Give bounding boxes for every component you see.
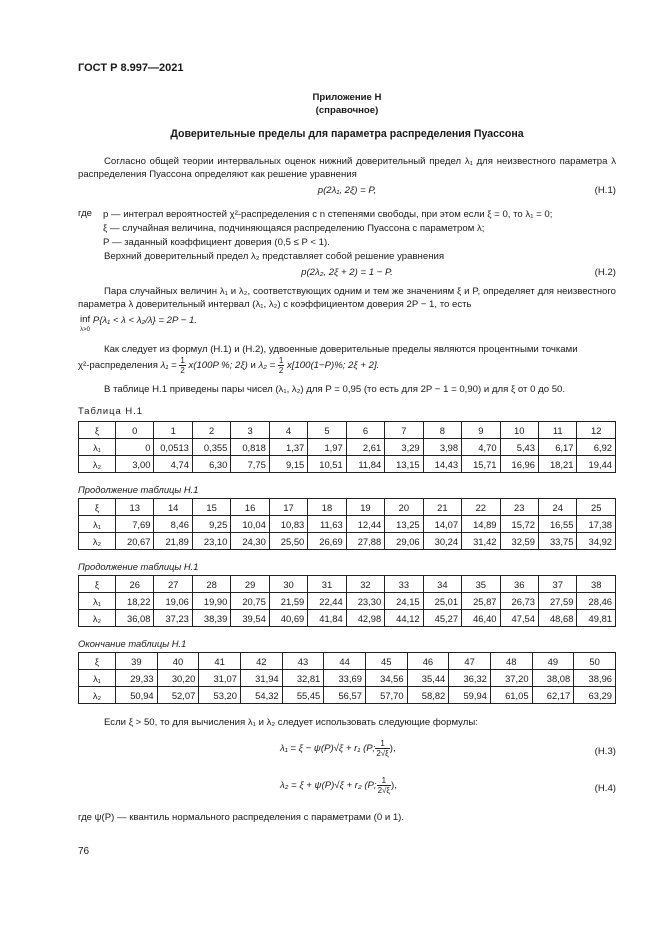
table-cell: 38,39 xyxy=(192,610,230,627)
h4-frac-num: 1 xyxy=(377,776,391,786)
table-cell: 6,92 xyxy=(577,439,616,456)
table-cell: 18,22 xyxy=(116,593,154,610)
h4-lhs: λ₂ = ξ + ψ(P)√ξ + r₂ xyxy=(280,780,362,791)
table-cell: 7,69 xyxy=(116,516,154,533)
table-cell: 62,17 xyxy=(532,687,574,704)
paragraph-psi-definition: где ψ(P) — квантиль нормального распределения с параметрами (0 и 1). xyxy=(78,812,405,823)
table-cell: 50 xyxy=(574,653,616,670)
table-cell: 31,07 xyxy=(199,670,241,687)
table-cell: 15 xyxy=(192,499,230,516)
lambda2-eq: λ₂ = xyxy=(258,360,276,372)
table-cell: 25,01 xyxy=(423,593,461,610)
lambda2-row xyxy=(79,610,616,627)
row-header: λ₂ xyxy=(79,687,116,704)
row-header: ξ xyxy=(79,499,116,516)
table-cell: 36 xyxy=(500,576,538,593)
table-cell: 6,30 xyxy=(192,456,230,473)
table-cell: 22 xyxy=(462,499,500,516)
table-cell: 13,15 xyxy=(385,456,423,473)
table-h1-part2 xyxy=(78,498,616,550)
table-cell: 36,08 xyxy=(116,610,154,627)
table-cell: 0,818 xyxy=(231,439,269,456)
table-cell: 20,75 xyxy=(231,593,269,610)
inf-subscript: λ>0 xyxy=(80,327,90,333)
h4-arg: (P; xyxy=(364,780,377,791)
table-cell: 5,43 xyxy=(500,439,538,456)
table-cell: 43 xyxy=(282,653,324,670)
and-word: и xyxy=(250,360,256,372)
table-cell: 48,68 xyxy=(538,610,576,627)
row-header: λ₁ xyxy=(79,670,116,687)
table-cell: 3,00 xyxy=(116,456,154,473)
table-cell: 16 xyxy=(231,499,269,516)
table-cell: 19,44 xyxy=(577,456,616,473)
h3-close: ), xyxy=(389,743,396,754)
equation-h3-number: (Н.3) xyxy=(594,746,616,757)
table-cell: 32 xyxy=(346,576,384,593)
table-cell: 39,54 xyxy=(231,610,269,627)
paragraph-large-xi: Если ξ > 50, то для вычисления λ₁ и λ₂ следует использовать следующие формулы: xyxy=(104,717,478,728)
table-h1-part3 xyxy=(78,575,616,627)
table-cell: 55,45 xyxy=(282,687,324,704)
lambda1-expr: x(100P %; 2ξ) xyxy=(188,360,248,372)
inf-label: inf xyxy=(80,314,91,325)
table-cell: 2,61 xyxy=(346,439,384,456)
chi2-lead: χ²-распределения xyxy=(78,360,158,372)
table-cell: 42 xyxy=(240,653,282,670)
document-header: ГОСТ Р 8.997—2021 xyxy=(78,62,184,74)
table-cell: 44 xyxy=(324,653,366,670)
table-cell: 46 xyxy=(407,653,449,670)
table-caption-1: Таблица Н.1 xyxy=(78,405,143,416)
table-cell: 15,71 xyxy=(462,456,500,473)
half-fraction-2 xyxy=(278,356,284,375)
table-cell: 52,07 xyxy=(157,687,199,704)
table-cell: 9,25 xyxy=(192,516,230,533)
table-cell: 9 xyxy=(462,422,500,439)
table-cell: 41 xyxy=(199,653,241,670)
equation-h4-number: (Н.4) xyxy=(594,783,616,794)
table-cell: 40 xyxy=(157,653,199,670)
where-p: p — интеграл вероятностей χ²-распределения с n степенями свободы, при этом если ξ = 0, то λ₁ = 0; xyxy=(103,209,553,220)
table-cell: 3,29 xyxy=(385,439,423,456)
table-cell: 35 xyxy=(462,576,500,593)
table-cell: 6,17 xyxy=(538,439,576,456)
row-header: λ₂ xyxy=(79,610,116,627)
h4-frac-den: 2√ξ xyxy=(377,785,390,795)
table-cell: 46,40 xyxy=(462,610,500,627)
row-header: λ₂ xyxy=(79,456,116,473)
table-cell: 45 xyxy=(365,653,407,670)
lambda2-row xyxy=(79,456,616,473)
lambda1-row xyxy=(79,516,616,533)
table-cell: 59,94 xyxy=(449,687,491,704)
h3-fraction xyxy=(375,739,389,758)
table-cell: 50,94 xyxy=(116,687,158,704)
table-cell: 49,81 xyxy=(577,610,616,627)
lambda1-row xyxy=(79,439,616,456)
table-cell: 31 xyxy=(308,576,346,593)
row-header: ξ xyxy=(79,422,116,439)
table-cell: 53,20 xyxy=(199,687,241,704)
table-cell: 10,51 xyxy=(308,456,346,473)
table-cell: 34 xyxy=(423,576,461,593)
row-header: λ₁ xyxy=(79,593,116,610)
table-cell: 4,74 xyxy=(154,456,192,473)
lambda2-row xyxy=(79,687,616,704)
table-cell: 37,23 xyxy=(154,610,192,627)
row-header: ξ xyxy=(79,653,116,670)
equation-h2 xyxy=(78,267,616,280)
lambda1-eq: λ₁ = xyxy=(160,360,177,372)
table-cell: 23,10 xyxy=(192,533,230,550)
table-cell: 39 xyxy=(116,653,158,670)
table-cell: 38 xyxy=(577,576,616,593)
table-cell: 7 xyxy=(385,422,423,439)
table-cell: 34,92 xyxy=(577,533,616,550)
table-cell: 16,55 xyxy=(538,516,576,533)
table-cell: 25,50 xyxy=(269,533,307,550)
table-cell: 0,355 xyxy=(192,439,230,456)
table-cell: 32,81 xyxy=(282,670,324,687)
paragraph-interval: Пара случайных величин λ₁ и λ₂, соответствующих одним и тем же значениям ξ и P, определяет для неизвестного параметра λ доверительный интервал (λ₁, λ₂) с коэффициентом доверия 2P − 1, то есть xyxy=(78,286,616,310)
table-cell: 14,07 xyxy=(423,516,461,533)
table-cell: 2 xyxy=(192,422,230,439)
table-cell: 44,12 xyxy=(385,610,423,627)
table-cell: 13 xyxy=(116,499,154,516)
table-cell: 3,98 xyxy=(423,439,461,456)
xi-row xyxy=(79,422,616,439)
half-den-1: 2 xyxy=(180,366,185,375)
table-cell: 22,44 xyxy=(308,593,346,610)
equation-h1-formula: p(2λ₁, 2ξ) = P, xyxy=(317,185,377,196)
table-caption-3: Продолжение таблицы Н.1 xyxy=(78,561,199,572)
equation-h4 xyxy=(280,775,397,797)
table-cell: 54,32 xyxy=(240,687,282,704)
table-cell: 63,29 xyxy=(574,687,616,704)
table-cell: 26 xyxy=(116,576,154,593)
section-title: Доверительные пределы для параметра распределения Пуассона xyxy=(170,128,524,140)
table-cell: 19,06 xyxy=(154,593,192,610)
table-cell: 23,30 xyxy=(346,593,384,610)
table-cell: 5 xyxy=(308,422,346,439)
table-cell: 58,82 xyxy=(407,687,449,704)
table-h1-part1 xyxy=(78,421,616,473)
table-cell: 21,59 xyxy=(269,593,307,610)
table-cell: 37,20 xyxy=(490,670,532,687)
half-fraction-1 xyxy=(179,356,185,375)
table-cell: 6 xyxy=(346,422,384,439)
paragraph-table-intro: В таблице Н.1 приведены пары чисел (λ₁, λ₂) для P = 0,95 (то есть для 2P − 1 = 0,90) и для ξ от 0 до 50. xyxy=(104,384,566,395)
table-cell: 35,44 xyxy=(407,670,449,687)
table-cell: 38,96 xyxy=(574,670,616,687)
table-cell: 27 xyxy=(154,576,192,593)
table-cell: 47,54 xyxy=(500,610,538,627)
h3-arg: (P; xyxy=(363,743,376,754)
equation-h2-formula: p(2λ₂, 2ξ + 2) = 1 − P. xyxy=(301,267,393,278)
table-cell: 15,72 xyxy=(500,516,538,533)
table-cell: 1,97 xyxy=(308,439,346,456)
table-cell: 21 xyxy=(423,499,461,516)
equation-h1 xyxy=(78,185,616,198)
paragraph-percent-points: Как следует из формул (Н.1) и (Н.2), удвоенные доверительные пределы являются процентными точками xyxy=(104,344,578,355)
table-cell: 42,98 xyxy=(346,610,384,627)
half-num-2: 1 xyxy=(278,356,284,365)
xi-row xyxy=(79,576,616,593)
table-cell: 8 xyxy=(423,422,461,439)
equation-h2-number: (Н.2) xyxy=(594,267,616,278)
table-cell: 25,87 xyxy=(462,593,500,610)
table-cell: 12 xyxy=(577,422,616,439)
table-cell: 33 xyxy=(385,576,423,593)
table-cell: 28,46 xyxy=(577,593,616,610)
table-cell: 31,94 xyxy=(240,670,282,687)
h3-frac-num: 1 xyxy=(375,739,389,749)
table-cell: 45,27 xyxy=(423,610,461,627)
where-xi: ξ — случайная величина, подчиняющаяся распределению Пуассона с параметром λ; xyxy=(103,223,485,234)
row-header: λ₁ xyxy=(79,439,116,456)
table-cell: 14,43 xyxy=(423,456,461,473)
half-den-2: 2 xyxy=(278,366,284,375)
table-cell: 3 xyxy=(231,422,269,439)
table-cell: 48 xyxy=(490,653,532,670)
equation-h1-number: (Н.1) xyxy=(594,185,616,196)
table-cell: 7,75 xyxy=(231,456,269,473)
table-cell: 49 xyxy=(532,653,574,670)
paragraph-intro: Согласно общей теории интервальных оценок нижний доверительный предел λ₁ для неизвестного параметра λ распределения Пуассона определяют как решение уравнения xyxy=(78,156,616,180)
table-cell: 10 xyxy=(500,422,538,439)
table-cell: 10,04 xyxy=(231,516,269,533)
table-cell: 11 xyxy=(538,422,576,439)
equation-h3 xyxy=(280,738,396,760)
table-cell: 33,69 xyxy=(324,670,366,687)
table-cell: 20 xyxy=(385,499,423,516)
table-caption-4: Окончание таблицы Н.1 xyxy=(78,638,187,649)
table-cell: 29 xyxy=(231,576,269,593)
table-cell: 14 xyxy=(154,499,192,516)
table-cell: 19,90 xyxy=(192,593,230,610)
table-cell: 30 xyxy=(269,576,307,593)
table-cell: 21,89 xyxy=(154,533,192,550)
lambda2-expr: x[100(1−P)%; 2ξ + 2]. xyxy=(287,360,380,372)
table-cell: 29,33 xyxy=(116,670,158,687)
table-cell: 18 xyxy=(308,499,346,516)
inf-body: P{λ₁ < λ < λ₂/λ} = 2P − 1. xyxy=(92,315,197,326)
table-cell: 14,89 xyxy=(462,516,500,533)
xi-row xyxy=(79,499,616,516)
table-cell: 0 xyxy=(116,422,154,439)
table-cell: 20,67 xyxy=(116,533,154,550)
table-cell: 41,84 xyxy=(308,610,346,627)
table-cell: 31,42 xyxy=(462,533,500,550)
table-cell: 19 xyxy=(346,499,384,516)
table-cell: 4 xyxy=(269,422,307,439)
where-P: P — заданный коэффициент доверия (0,5 ≤ P < 1). xyxy=(103,237,330,248)
appendix-subtitle: (справочное) xyxy=(315,105,379,116)
half-num-1: 1 xyxy=(180,356,185,365)
table-cell: 0,0513 xyxy=(154,439,192,456)
table-cell: 26,73 xyxy=(500,593,538,610)
xi-row xyxy=(79,653,616,670)
table-cell: 11,63 xyxy=(308,516,346,533)
table-caption-2: Продолжение таблицы Н.1 xyxy=(78,484,199,495)
table-cell: 38,08 xyxy=(532,670,574,687)
h3-lhs: λ₁ = ξ − ψ(P)√ξ + r₁ xyxy=(280,743,361,754)
table-cell: 0 xyxy=(116,439,154,456)
table-cell: 13,25 xyxy=(385,516,423,533)
table-cell: 12,44 xyxy=(346,516,384,533)
h4-fraction xyxy=(377,776,391,795)
table-cell: 16,96 xyxy=(500,456,538,473)
where-lead: где xyxy=(78,208,93,219)
appendix-title: Приложение Н xyxy=(312,92,382,103)
row-header: ξ xyxy=(79,576,116,593)
table-cell: 47 xyxy=(449,653,491,670)
table-cell: 23 xyxy=(500,499,538,516)
row-header: λ₁ xyxy=(79,516,116,533)
table-cell: 36,32 xyxy=(449,670,491,687)
table-cell: 29,06 xyxy=(385,533,423,550)
table-cell: 17,38 xyxy=(577,516,616,533)
paragraph-upper-limit: Верхний доверительный предел λ₂ представляет собой решение уравнения xyxy=(104,251,445,262)
table-cell: 18,21 xyxy=(538,456,576,473)
lambda1-row xyxy=(79,670,616,687)
table-cell: 24,15 xyxy=(385,593,423,610)
table-cell: 24,30 xyxy=(231,533,269,550)
table-cell: 57,70 xyxy=(365,687,407,704)
table-cell: 56,57 xyxy=(324,687,366,704)
equation-chi2-points xyxy=(78,356,379,376)
table-cell: 17 xyxy=(269,499,307,516)
table-cell: 40,69 xyxy=(269,610,307,627)
page-number: 76 xyxy=(78,846,90,857)
table-cell: 61,05 xyxy=(490,687,532,704)
table-cell: 9,15 xyxy=(269,456,307,473)
table-cell: 37 xyxy=(538,576,576,593)
h4-close: ), xyxy=(391,780,397,791)
table-cell: 24 xyxy=(538,499,576,516)
table-cell: 26,69 xyxy=(308,533,346,550)
table-cell: 1,37 xyxy=(269,439,307,456)
table-h1-part4 xyxy=(78,652,616,704)
table-cell: 28 xyxy=(192,576,230,593)
table-cell: 32,59 xyxy=(500,533,538,550)
table-cell: 11,84 xyxy=(346,456,384,473)
table-cell: 27,59 xyxy=(538,593,576,610)
h3-frac-den: 2√ξ xyxy=(376,748,389,758)
equation-inf xyxy=(80,315,197,337)
table-cell: 27,88 xyxy=(346,533,384,550)
lambda1-row xyxy=(79,593,616,610)
table-cell: 1 xyxy=(154,422,192,439)
table-cell: 30,20 xyxy=(157,670,199,687)
row-header: λ₂ xyxy=(79,533,116,550)
table-cell: 4,70 xyxy=(462,439,500,456)
table-cell: 33,75 xyxy=(538,533,576,550)
table-cell: 8,46 xyxy=(154,516,192,533)
lambda2-row xyxy=(79,533,616,550)
table-cell: 30,24 xyxy=(423,533,461,550)
table-cell: 25 xyxy=(577,499,616,516)
table-cell: 10,83 xyxy=(269,516,307,533)
table-cell: 34,56 xyxy=(365,670,407,687)
